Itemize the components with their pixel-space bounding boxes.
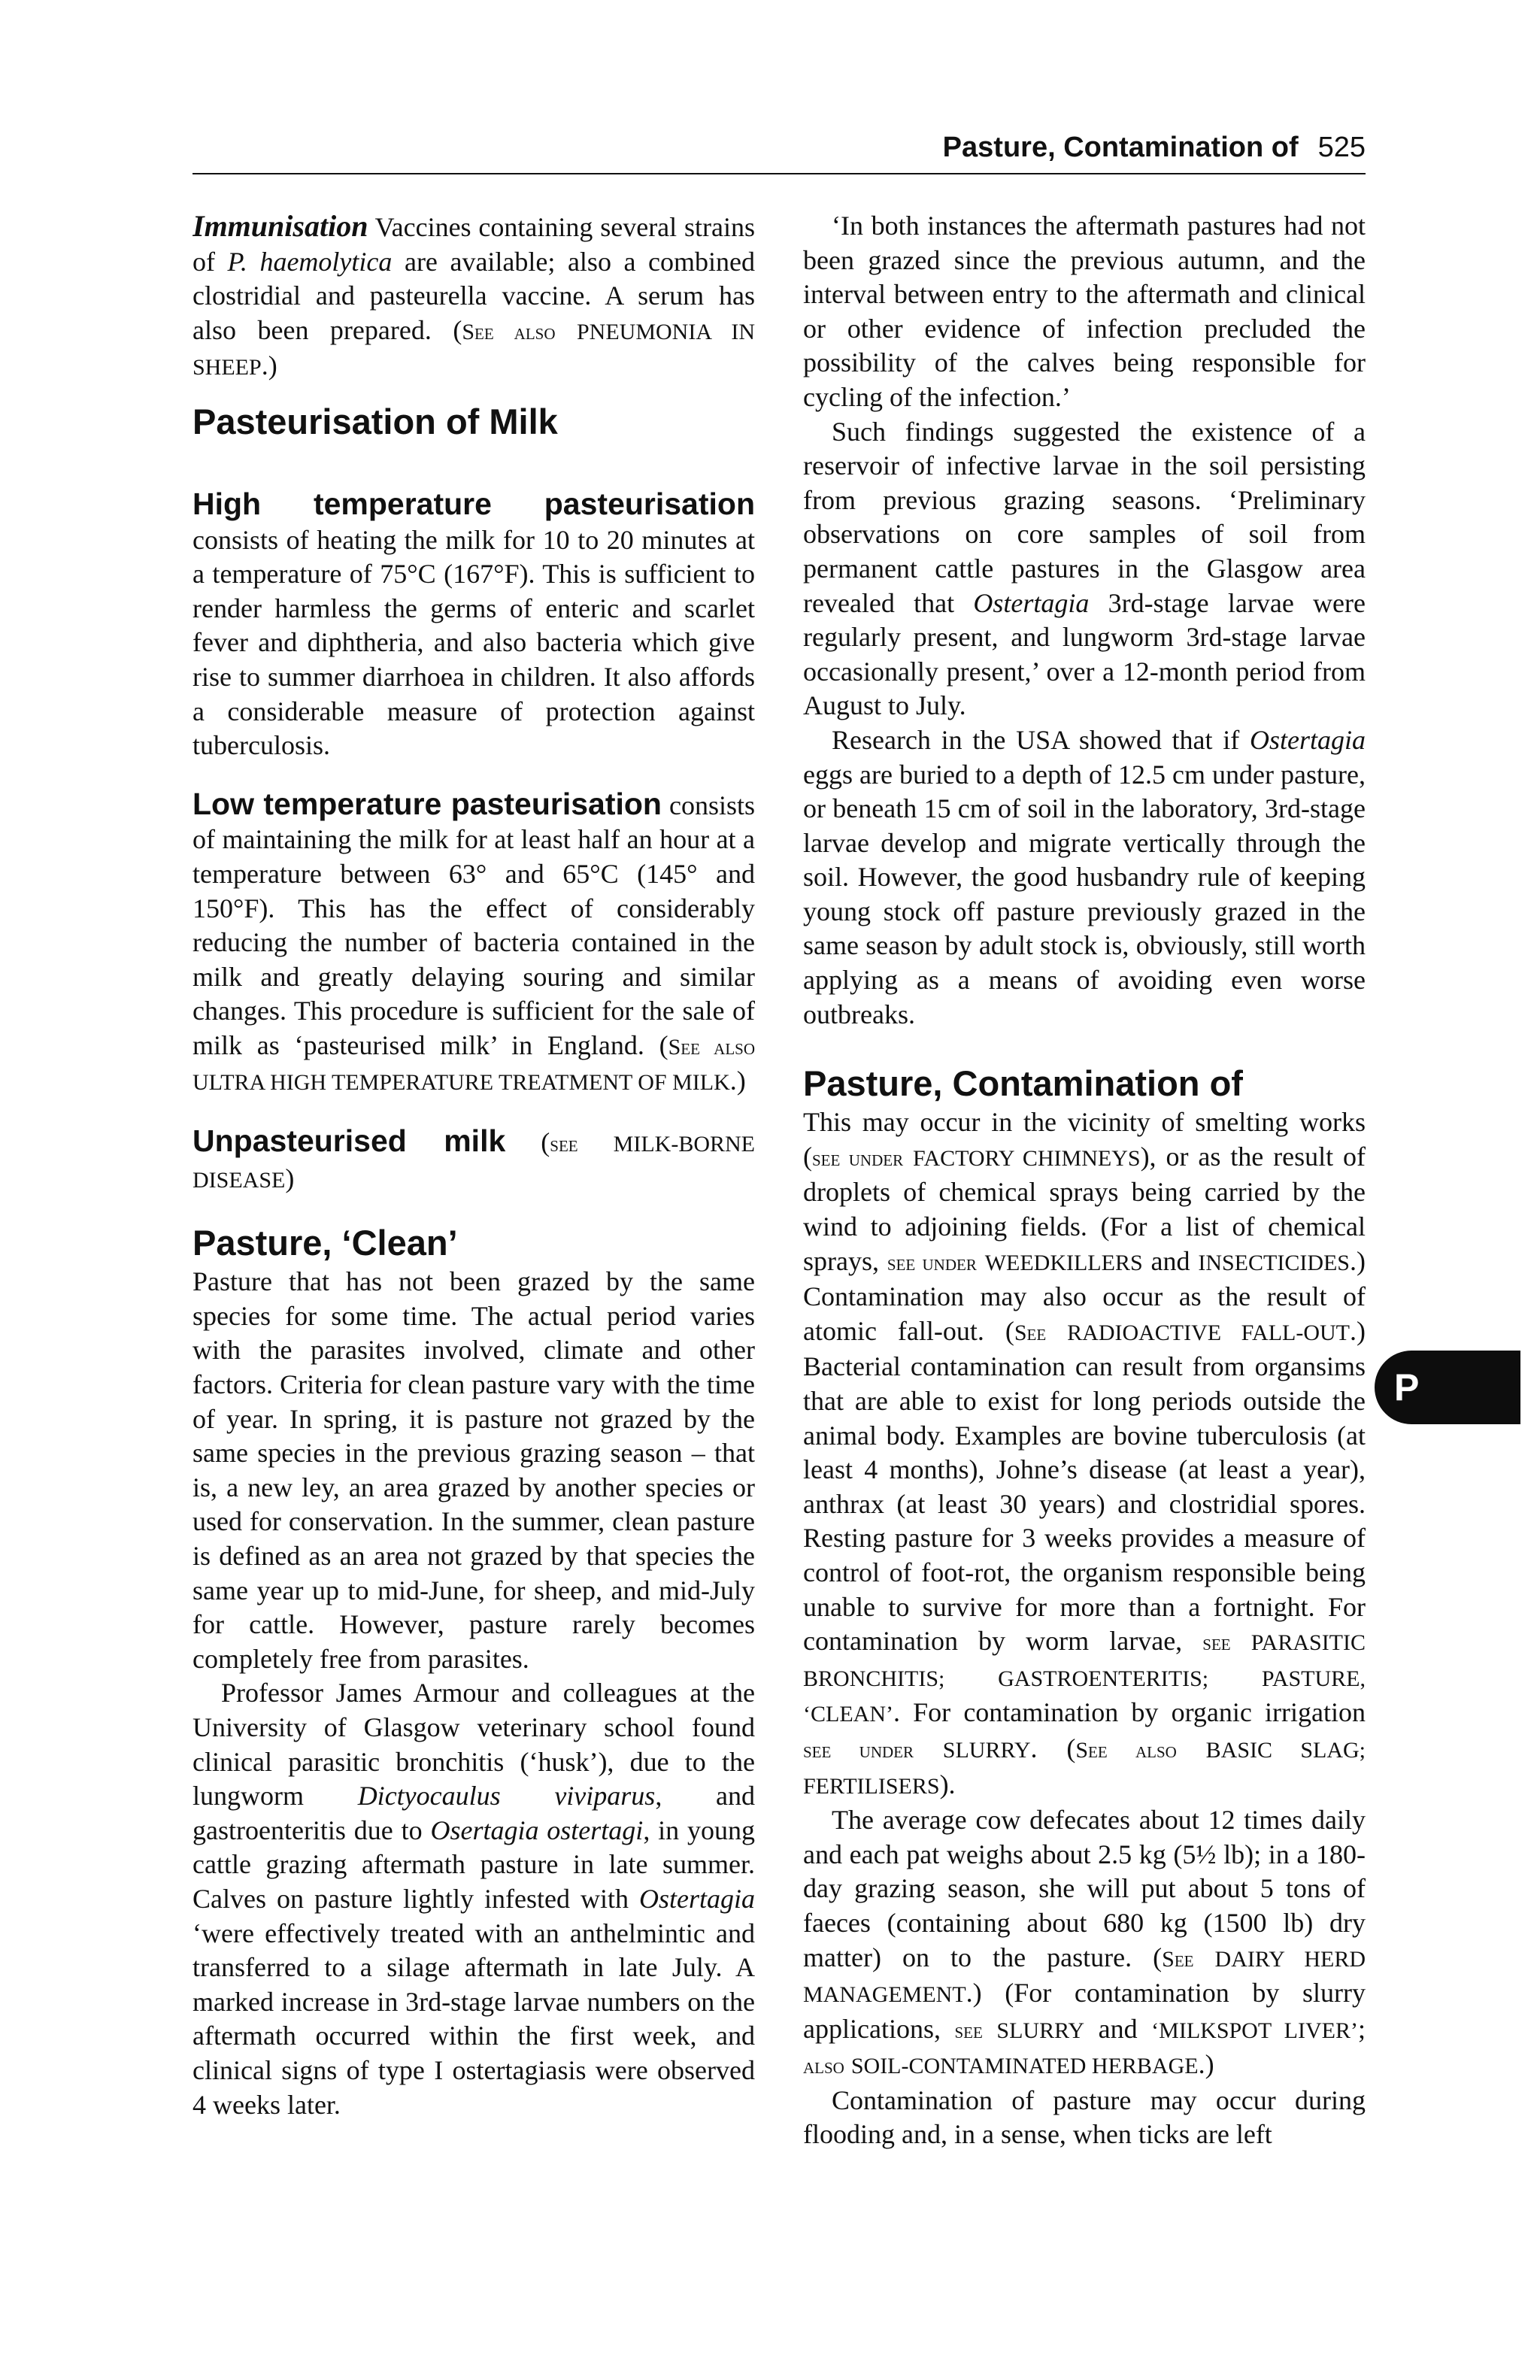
cross-reference-label: see under bbox=[812, 1145, 904, 1171]
heading-pasture-clean: Pasture, ‘Clean’ bbox=[192, 1223, 458, 1263]
cross-reference: PNEUMONIA IN SHEEP bbox=[192, 319, 755, 380]
cross-reference-label: see bbox=[1202, 1630, 1231, 1656]
clean-paragraph-2: Professor James Armour and colleagues at the University of Glasgow veterinary school found clinical parasitic bronchitis (‘husk’), due to the lungworm Dictyocaulus viviparus, and gastroenteritis due to Osertagia ostertagi, in young cattle grazing aftermath pasture in late summer. Calves on pasture lightly infested with Ostertagia ‘were effectively treated with an anthelmintic and transferred to a silage aftermath in late July. A marked increase in 3rd-stage larvae numbers on the aftermath occurred within the first week, and clinical signs of type I ostertagiasis were observed 4 weeks later. bbox=[192, 1678, 755, 2120]
immunisation-runin-heading: Immunisation bbox=[192, 209, 368, 243]
contamination-paragraph-2: The average cow defecates about 12 times daily and each pat weighs about 2.5 kg (5½ lb); in a 180-day grazing season, she will put about 5 tons of faeces (containing about 680 kg (1500 lb) dry matter) on to the pasture. (See DAIRY HERD MANAGEMENT.) (For contamination by slurry applications, see SLURRY and ‘MILKSPOT LIVER’; also SOIL-CONTAMINATED HERBAGE.) bbox=[803, 1805, 1366, 2080]
contamination-paragraph-3: Contamination of pasture may occur during flooding and, in a sense, when ticks are left bbox=[803, 2084, 1366, 2150]
low-temperature-paragraph: Low temperature pasteurisation consists of maintaining the milk for at least half an hour at a temperature between 63° and 65°C (145° and 150°F). This has the effect of considerably reducing the number of bacteria contained in the milk and greatly delaying souring and similar changes. This procedure is sufficient for the sale of milk as ‘pasteurised milk’ in England. (See also ULTRA HIGH TEMPERATURE TREATMENT OF MILK.) bbox=[192, 786, 755, 1096]
quotation-paragraph: ‘In both instances the aftermath pastures had not been grazed since the previous autumn, and the interval between entry to the aftermath and clinical or other evidence of infection precluded the possibility of the calves being responsible for cycling of the infection.’ bbox=[803, 211, 1366, 412]
cross-reference-label: See bbox=[1014, 1320, 1047, 1345]
cross-reference: INSECTICIDES bbox=[1198, 1250, 1350, 1275]
running-header bbox=[192, 126, 1366, 168]
left-column bbox=[192, 209, 755, 2315]
cross-reference: PARASITIC BRONCHITIS; GASTROENTERITIS; PASTURE, ‘CLEAN’ bbox=[803, 1630, 1366, 1727]
cross-reference: DAIRY HERD MANAGEMENT bbox=[803, 1946, 1366, 2008]
heading-pasture-contamination: Pasture, Contamination of bbox=[803, 1063, 1243, 1104]
cross-reference: ‘MILKSPOT LIVER’ bbox=[1151, 2018, 1358, 2043]
cross-reference: ULTRA HIGH TEMPERATURE TREATMENT OF MILK bbox=[192, 1070, 730, 1096]
cross-reference-label: See also bbox=[1075, 1737, 1177, 1763]
cross-reference-label: see under bbox=[887, 1250, 977, 1275]
cross-reference-label: see bbox=[550, 1132, 578, 1157]
cross-reference: SOIL-CONTAMINATED HERBAGE bbox=[850, 2054, 1199, 2079]
cross-reference-label: see bbox=[954, 2018, 983, 2043]
cross-reference-label: See also bbox=[462, 319, 556, 344]
cross-reference: WEEDKILLERS bbox=[984, 1250, 1143, 1275]
immunisation-paragraph: Immunisation Vaccines containing several strains of P. haemolytica are available; also a combined clostridial and pasteurella vaccine. A serum has also been prepared. (See also PNEUMONIA IN SHEEP.) bbox=[192, 209, 755, 381]
unpasteurised-paragraph: Unpasteurised milk (see MILK-BORNE DISEASE) bbox=[192, 1123, 755, 1193]
cross-reference-label: also bbox=[803, 2054, 844, 2079]
reservoir-paragraph: Such findings suggested the existence of a reservoir of infective larvae in the soil persisting from previous grazing seasons. ‘Preliminary observations on core samples of soil from permanent cattle pastures in the Glasgow area revealed that Ostertagia 3rd-stage larvae were regularly present, and lungworm 3rd-stage larvae occasionally present,’ over a 12-month period from August to July. bbox=[803, 416, 1366, 721]
contamination-paragraph-1: This may occur in the vicinity of smelting works (see under FACTORY CHIMNEYS), or as the result of droplets of chemical sprays being carried by the wind to adjoining fields. (For a list of chemical sprays, see under WEEDKILLERS and INSECTICIDES.) Contamination may also occur as the result of atomic fall-out. (See RADIOACTIVE FALL-OUT.) Bacterial contamination can result from organsims that are able to exist for long periods outside the animal body. Examples are bovine tuberculosis (at least 4 months), Johne’s disease (at least a year), anthrax (at least 30 years) and clostridial spores. Resting pasture for 3 weeks provides a measure of control of foot-rot, the organism responsible being unable to survive for more than a fortnight. For contamination by worm larvae, see PARASITIC BRONCHITIS; GASTROENTERITIS; PASTURE, ‘CLEAN’. For contamination by organic irrigation see under SLURRY. (See also BASIC SLAG; FERTILISERS). bbox=[803, 1107, 1366, 1799]
running-header-title: Pasture, Contamination of bbox=[942, 132, 1299, 163]
cross-reference: BASIC SLAG; FERTILISERS bbox=[803, 1737, 1366, 1799]
cross-reference-label: See bbox=[1162, 1946, 1194, 1972]
cross-reference: FACTORY CHIMNEYS bbox=[912, 1145, 1141, 1171]
cross-reference-label: See also bbox=[668, 1034, 755, 1060]
cross-reference: SLURRY bbox=[942, 1737, 1031, 1763]
usa-research-paragraph: Research in the USA showed that if Ostertagia eggs are buried to a depth of 12.5 cm under pasture, or beneath 15 cm of soil in the laboratory, 3rd-stage larvae develop and migrate vertically through the soil. However, the good husbandry rule of keeping young stock off pasture previously grazed in the same season by adult stock is, obviously, still worth applying as a means of avoiding even worse outbreaks. bbox=[803, 724, 1366, 1029]
high-temperature-paragraph: High temperature pasteurisation consists of heating the milk for 10 to 20 minutes at a temperature of 75°C (167°F). This is sufficient to render harmless the germs of enteric and scarlet fever and diphtheria, and also bacteria which give rise to summer diarrhoea in children. It also affords a considerable measure of protection against tuberculosis. bbox=[192, 486, 755, 761]
cross-reference-label: see under bbox=[803, 1737, 914, 1763]
thumb-index-tab: P bbox=[1375, 1351, 1520, 1424]
subheading-low-temperature: Low temperature pasteurisation bbox=[192, 786, 662, 821]
subheading-unpasteurised-milk: Unpasteurised milk bbox=[192, 1123, 506, 1159]
subheading-high-temperature: High temperature pasteurisation bbox=[192, 486, 755, 521]
clean-paragraph-1: Pasture that has not been grazed by the same species for some time. The actual period varies with the parasites involved, climate and other factors. Criteria for clean pasture vary with the time of year. In spring, it is pasture not grazed by the same species in the previous grazing season – that is, a new ley, an area grazed by another species or used for conservation. In the summer, clean pasture is defined as an area not grazed by that species the same year up to mid-June, for sheep, and mid-July for cattle. However, pasture rarely becomes completely free from parasites. bbox=[192, 1266, 755, 1674]
header-rule bbox=[192, 173, 1366, 174]
page-number: 525 bbox=[1317, 132, 1366, 163]
cross-reference: RADIOACTIVE FALL-OUT bbox=[1067, 1320, 1350, 1345]
heading-pasteurisation-of-milk: Pasteurisation of Milk bbox=[192, 401, 558, 441]
cross-reference: SLURRY bbox=[996, 2018, 1085, 2043]
right-column bbox=[803, 209, 1366, 2315]
cross-reference: MILK-BORNE DISEASE bbox=[192, 1132, 755, 1193]
